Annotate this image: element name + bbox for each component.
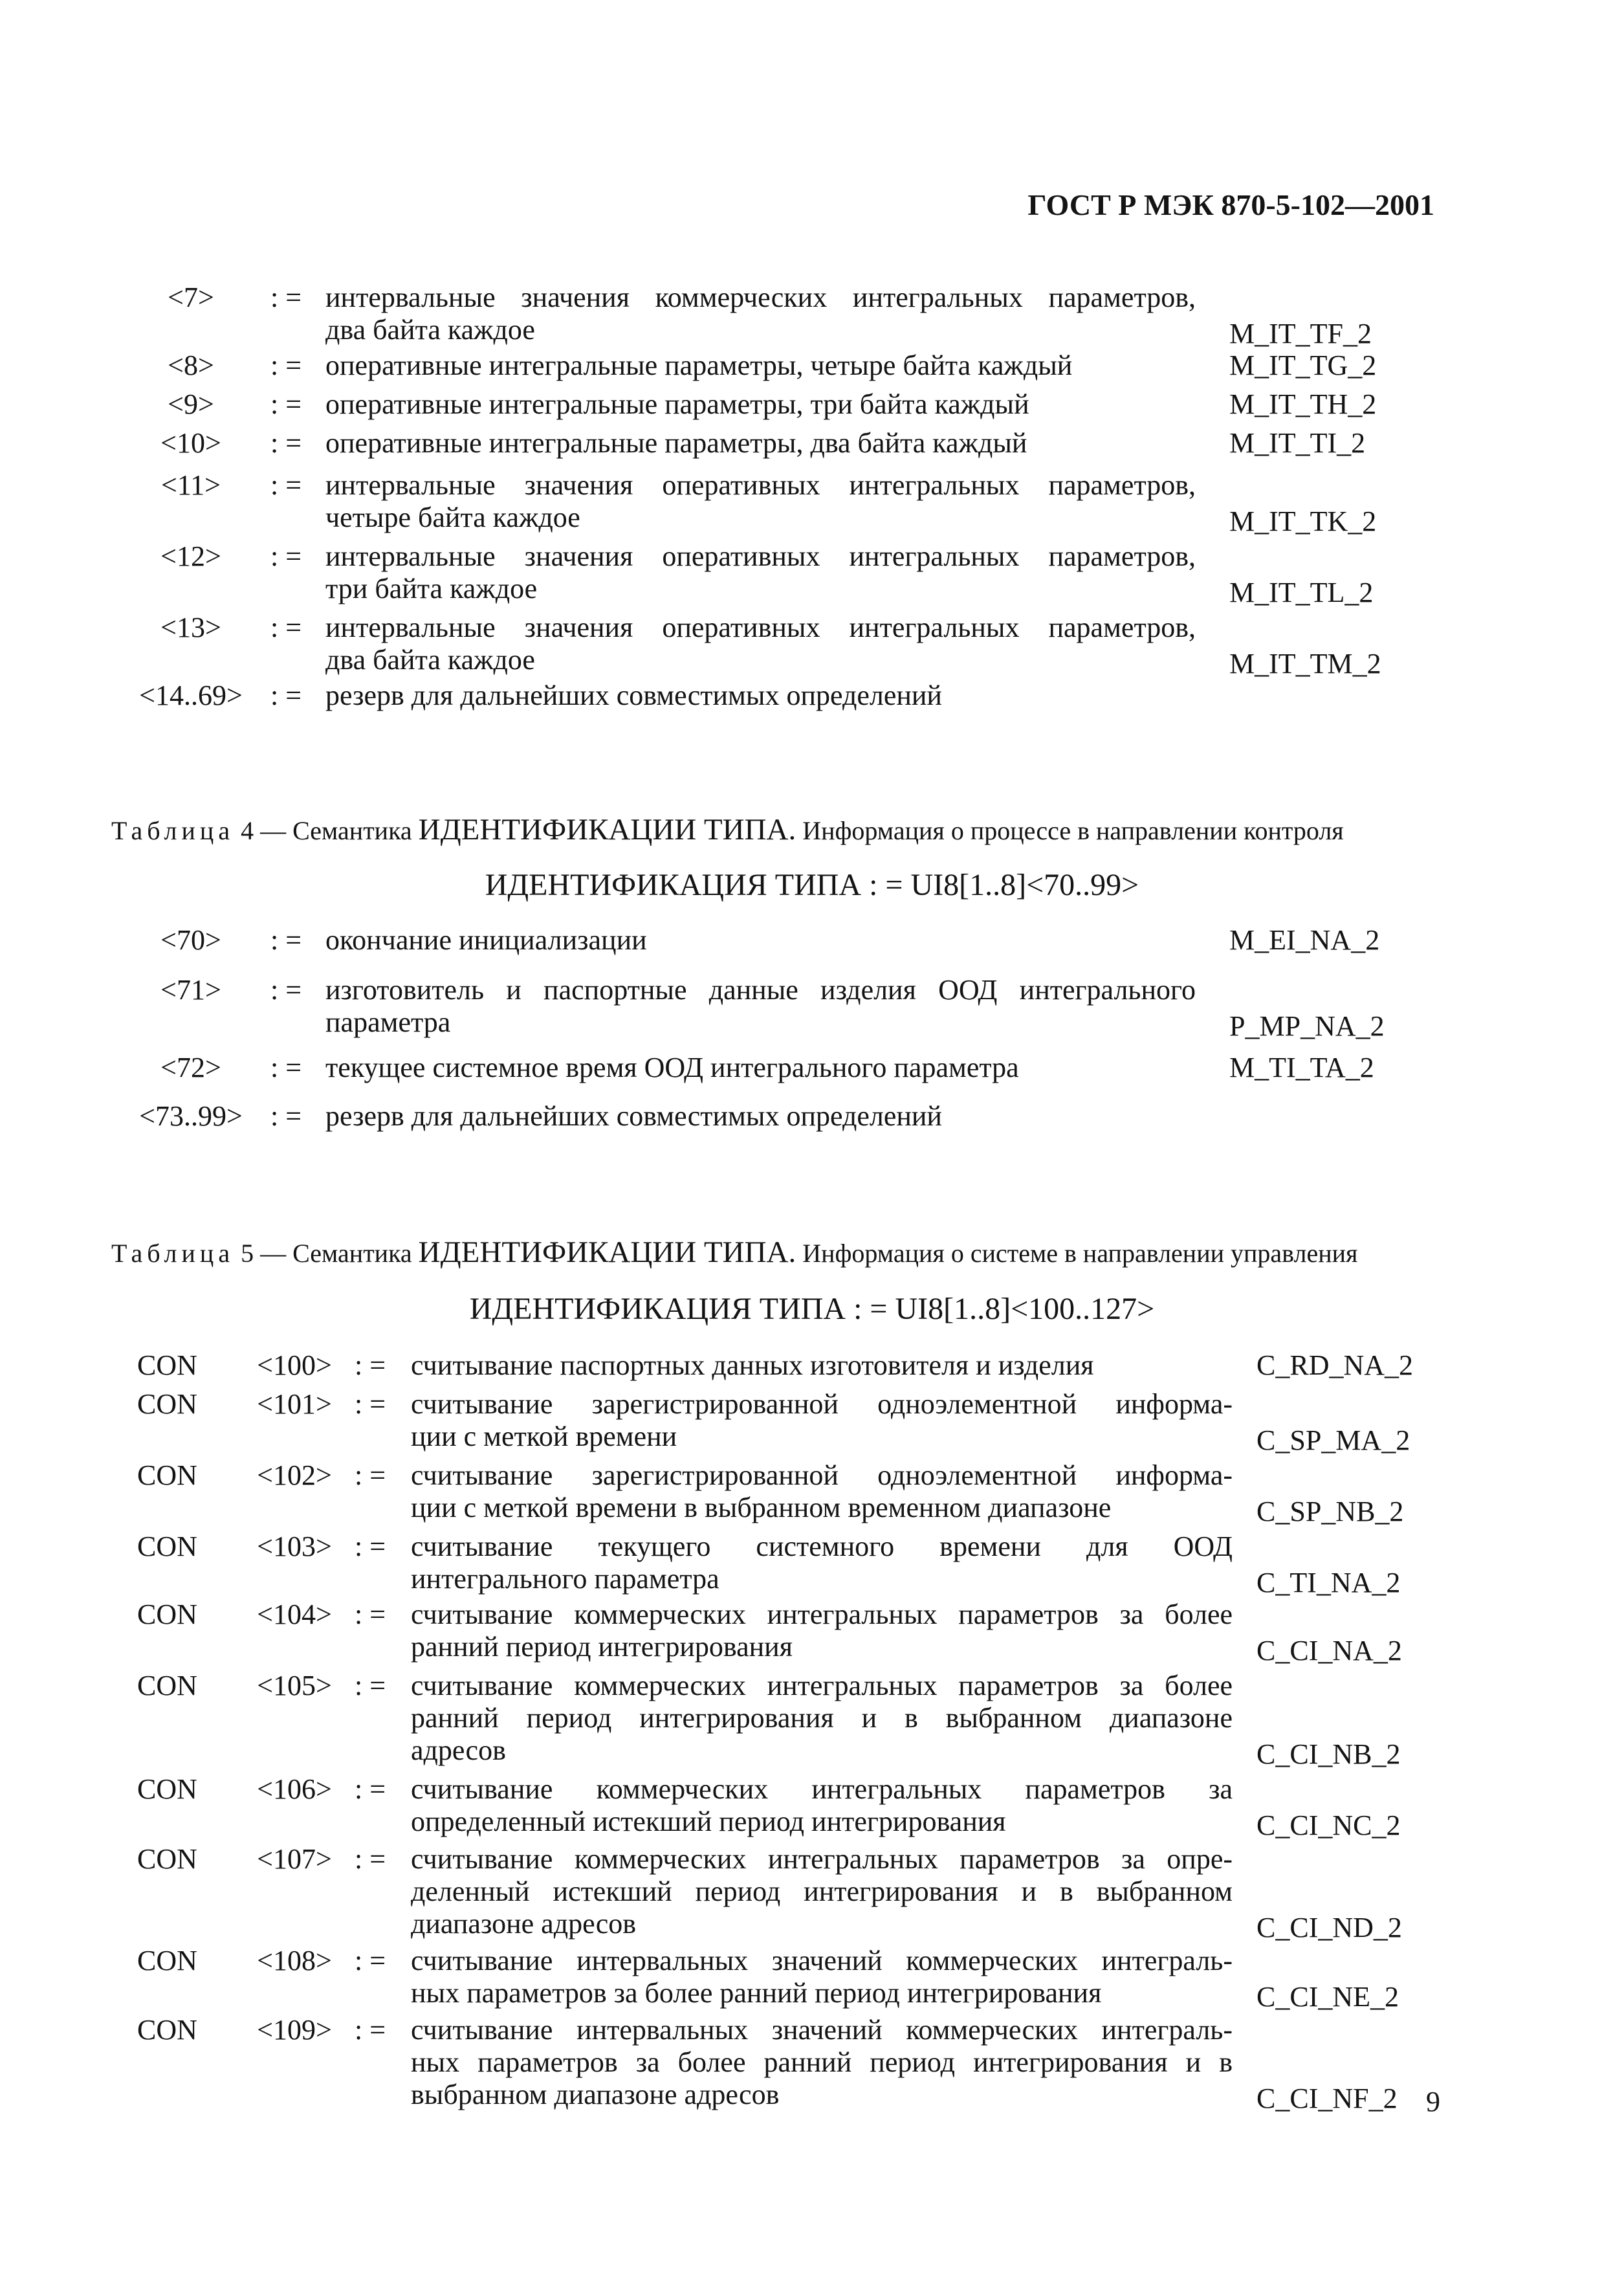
description-line: выбранном диапазоне адресов — [411, 2079, 780, 2110]
description-line: оперативные интегральные параметры, два байта каждый — [325, 427, 1027, 459]
mnemonic: M_EI_NA_2 — [1229, 924, 1380, 956]
description-line: интервальные значения оперативных интегральных параметров, — [325, 612, 1196, 643]
type-code: <71> — [160, 974, 221, 1006]
description-line: резерв для дальнейших совместимых определений — [325, 680, 942, 711]
assign-operator: : = — [355, 1945, 386, 1976]
type-code: <14..69> — [139, 680, 243, 711]
description-line: интервальные значения коммерческих интегральных параметров, — [325, 282, 1196, 313]
type-code: <106> — [257, 1773, 332, 1805]
assign-operator: : = — [355, 2014, 386, 2046]
direction-label: CON — [137, 1388, 197, 1420]
mnemonic: C_CI_NB_2 — [1256, 1738, 1401, 1770]
direction-label: CON — [137, 1670, 197, 1701]
assign-operator: : = — [355, 1843, 386, 1875]
description — [325, 282, 1196, 346]
direction-label: CON — [137, 1531, 197, 1562]
type-code: <7> — [168, 282, 214, 313]
type-code: <104> — [257, 1598, 332, 1630]
description-line: интервальные значения оперативных интегральных параметров, — [325, 540, 1196, 572]
mnemonic: C_CI_ND_2 — [1256, 1912, 1402, 1943]
description-line: считывание коммерческих интегральных параметров за опре- — [411, 1843, 1233, 1875]
description-line: считывание коммерческих интегральных параметров за более — [411, 1598, 1233, 1630]
description-line: считывание коммерческих интегральных параметров за более — [411, 1670, 1233, 1701]
description-line: ных параметров за более ранний период интегрирования и в — [411, 2046, 1233, 2078]
mnemonic: M_IT_TF_2 — [1229, 318, 1372, 349]
type-code: <70> — [160, 924, 221, 956]
description-line: ции с меткой времени в выбранном временном диапазоне — [411, 1492, 1112, 1523]
assign-operator: : = — [270, 540, 302, 572]
mnemonic: C_CI_NE_2 — [1256, 1981, 1399, 2013]
description — [411, 1843, 1233, 1940]
mnemonic: M_IT_TM_2 — [1229, 648, 1381, 680]
mnemonic: M_IT_TG_2 — [1229, 349, 1377, 381]
description — [325, 1052, 1196, 1084]
mnemonic: M_IT_TL_2 — [1229, 577, 1374, 608]
description — [325, 540, 1196, 605]
description-line: адресов — [411, 1734, 506, 1766]
description-line: окончание инициализации — [325, 924, 647, 956]
table5-formula: ИДЕНТИФИКАЦИЯ ТИПА : = UI8[1..8]<100..127> — [469, 1292, 1155, 1326]
assign-operator: : = — [355, 1531, 386, 1562]
assign-operator: : = — [270, 388, 302, 420]
mnemonic: M_IT_TK_2 — [1229, 505, 1377, 537]
description-line: считывание зарегистрированной одноэлементной информа- — [411, 1459, 1233, 1491]
description-line: изготовитель и паспортные данные изделия ООД интегрального — [325, 974, 1196, 1006]
description-line: считывание паспортных данных изготовителя и изделия — [411, 1349, 1094, 1381]
description — [411, 2014, 1233, 2111]
description-line: определенный истекший период интегрирования — [411, 1806, 1006, 1837]
type-code: <102> — [257, 1459, 332, 1491]
mnemonic: P_MP_NA_2 — [1229, 1010, 1385, 1042]
description — [411, 1773, 1233, 1838]
description — [325, 427, 1196, 459]
table4-caption: Таблица 4 — Семантика ИДЕНТИФИКАЦИИ ТИПА. Информация о процессе в направлении контроля — [111, 813, 1344, 846]
assign-operator: : = — [270, 427, 302, 459]
type-code: <13> — [160, 612, 221, 643]
description-line: текущее системное время ООД интегрального параметра — [325, 1052, 1019, 1083]
mnemonic: C_CI_NA_2 — [1256, 1635, 1402, 1666]
description-line: четыре байта каждое — [325, 502, 580, 533]
assign-operator: : = — [355, 1459, 386, 1491]
description-line: три байта каждое — [325, 573, 538, 604]
mnemonic: M_IT_TH_2 — [1229, 388, 1377, 420]
type-code: <108> — [257, 1945, 332, 1976]
description-line: ранний период интегрирования — [411, 1631, 793, 1663]
type-code: <10> — [160, 427, 221, 459]
type-code: <11> — [161, 469, 221, 501]
assign-operator: : = — [270, 924, 302, 956]
direction-label: CON — [137, 1843, 197, 1875]
type-code: <107> — [257, 1843, 332, 1875]
description-line: интегрального параметра — [411, 1563, 719, 1595]
mnemonic: C_CI_NC_2 — [1256, 1809, 1401, 1841]
assign-operator: : = — [270, 680, 302, 711]
assign-operator: : = — [355, 1773, 386, 1805]
mnemonic: C_TI_NA_2 — [1256, 1567, 1401, 1598]
type-code: <109> — [257, 2014, 332, 2046]
direction-label: CON — [137, 1598, 197, 1630]
description-line: два байта каждое — [325, 644, 535, 676]
mnemonic: C_SP_NB_2 — [1256, 1496, 1404, 1527]
description — [411, 1459, 1233, 1524]
description — [325, 388, 1196, 421]
description-line: ранний период интегрирования и в выбранном диапазоне — [411, 1702, 1233, 1734]
description-line: параметра — [325, 1006, 451, 1038]
direction-label: CON — [137, 1459, 197, 1491]
description-line: деленный истекший период интегрирования и в выбранном — [411, 1875, 1233, 1907]
description-line: оперативные интегральные параметры, три байта каждый — [325, 388, 1029, 420]
assign-operator: : = — [270, 974, 302, 1006]
type-code: <72> — [160, 1052, 221, 1083]
assign-operator: : = — [270, 612, 302, 643]
standard-header: ГОСТ Р МЭК 870-5-102—2001 — [1027, 188, 1434, 221]
assign-operator: : = — [270, 469, 302, 501]
description — [411, 1388, 1233, 1453]
description — [325, 612, 1196, 676]
type-code: <105> — [257, 1670, 332, 1701]
type-code: <103> — [257, 1531, 332, 1562]
mnemonic: C_CI_NF_2 — [1256, 2083, 1398, 2114]
type-code: <9> — [168, 388, 214, 420]
description-line: считывание коммерческих интегральных параметров за — [411, 1773, 1233, 1805]
mnemonic: M_IT_TI_2 — [1229, 427, 1366, 459]
description-line: считывание интервальных значений коммерческих интеграль- — [411, 2014, 1233, 2046]
assign-operator: : = — [270, 282, 302, 313]
page-number: 9 — [1426, 2086, 1440, 2118]
description — [325, 680, 1196, 712]
assign-operator: : = — [355, 1670, 386, 1701]
mnemonic: M_TI_TA_2 — [1229, 1052, 1374, 1083]
type-code: <73..99> — [139, 1100, 243, 1132]
description-line: считывание интервальных значений коммерческих интеграль- — [411, 1945, 1233, 1976]
description — [411, 1945, 1233, 2009]
description-line: диапазоне адресов — [411, 1908, 637, 1940]
type-code: <101> — [257, 1388, 332, 1420]
direction-label: CON — [137, 1349, 197, 1381]
description — [411, 1531, 1233, 1595]
description — [411, 1598, 1233, 1663]
assign-operator: : = — [355, 1598, 386, 1630]
assign-operator: : = — [355, 1388, 386, 1420]
description — [411, 1670, 1233, 1767]
assign-operator: : = — [270, 1052, 302, 1083]
description — [325, 924, 1196, 957]
description-line: ных параметров за более ранний период интегрирования — [411, 1977, 1102, 2009]
description — [411, 1349, 1233, 1382]
description-line: считывание текущего системного времени для ООД — [411, 1531, 1233, 1562]
description-line: резерв для дальнейших совместимых определений — [325, 1100, 942, 1132]
assign-operator: : = — [270, 349, 302, 381]
type-code: <8> — [168, 349, 214, 381]
direction-label: CON — [137, 1945, 197, 1976]
description — [325, 349, 1196, 382]
description — [325, 974, 1196, 1039]
type-code: <100> — [257, 1349, 332, 1381]
description — [325, 1100, 1196, 1133]
description — [325, 469, 1196, 534]
direction-label: CON — [137, 2014, 197, 2046]
description-line: оперативные интегральные параметры, четыре байта каждый — [325, 349, 1073, 381]
description-line: интервальные значения оперативных интегральных параметров, — [325, 469, 1196, 501]
direction-label: CON — [137, 1773, 197, 1805]
assign-operator: : = — [355, 1349, 386, 1381]
table4-formula: ИДЕНТИФИКАЦИЯ ТИПА : = UI8[1..8]<70..99> — [485, 868, 1139, 902]
description-line: считывание зарегистрированной одноэлементной информа- — [411, 1388, 1233, 1420]
mnemonic: C_SP_MA_2 — [1256, 1424, 1410, 1456]
type-code: <12> — [160, 540, 221, 572]
description-line: два байта каждое — [325, 314, 535, 346]
description-line: ции с меткой времени — [411, 1421, 677, 1452]
table5-caption: Таблица 5 — Семантика ИДЕНТИФИКАЦИИ ТИПА. Информация о системе в направлении управления — [111, 1235, 1358, 1269]
mnemonic: C_RD_NA_2 — [1256, 1349, 1414, 1381]
assign-operator: : = — [270, 1100, 302, 1132]
